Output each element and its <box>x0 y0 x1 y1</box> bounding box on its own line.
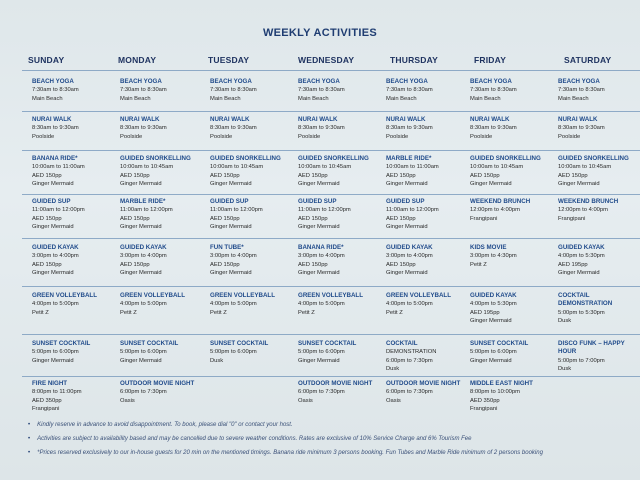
activity-cell <box>298 244 382 277</box>
activity-cell <box>298 340 382 365</box>
activity-detail: Main Beach <box>386 95 417 102</box>
activity-detail: Main Beach <box>470 95 501 102</box>
activity-detail: 5:00pm to 6:00pm <box>32 349 79 356</box>
activity-detail: Frangipani <box>470 215 498 222</box>
activity-detail: Poolside <box>470 133 493 140</box>
activity-detail: Dusk <box>558 317 572 324</box>
day-header-saturday: SATURDAY <box>564 55 612 65</box>
activity-detail: Dusk <box>210 357 224 364</box>
row-divider <box>22 111 640 112</box>
activity-name: FUN TUBE* <box>210 244 244 251</box>
activity-name: COCKTAIL <box>386 340 418 347</box>
activity-cell <box>210 244 294 277</box>
activity-detail: Poolside <box>558 133 581 140</box>
row-divider <box>22 194 640 195</box>
activity-detail: Petit Z <box>120 309 137 316</box>
activity-detail: Frangipani <box>470 405 498 412</box>
activity-name: MARBLE RIDE* <box>120 198 166 205</box>
day-header-monday: MONDAY <box>118 55 157 65</box>
activity-detail: 5:00pm to 6:00pm <box>470 349 517 356</box>
activity-name: KIDS MOVIE <box>470 244 507 251</box>
activity-detail: 4:00pm to 5:00pm <box>386 301 433 308</box>
activity-detail: AED 150pp <box>32 215 62 222</box>
activity-cell <box>32 198 116 231</box>
activity-detail: Main Beach <box>32 95 63 102</box>
activity-name: BEACH YOGA <box>470 78 512 85</box>
activity-detail: 8:30am to 9:30am <box>120 125 167 132</box>
activity-name: COCKTAIL DEMONSTRATION <box>558 292 613 308</box>
activity-detail: Petit Z <box>298 309 315 316</box>
activity-detail: 10:00am to 11:00am <box>32 164 85 171</box>
footnote <box>28 446 638 460</box>
activity-name: SUNSET COCKTAIL <box>298 340 357 347</box>
activity-cell <box>386 116 470 141</box>
activity-detail: 7:30am to 8:30am <box>298 87 345 94</box>
activity-name: GUIDED KAYAK <box>32 244 79 251</box>
activity-name: BEACH YOGA <box>558 78 600 85</box>
activity-detail: AED 150pp <box>120 215 150 222</box>
activity-cell <box>558 198 640 223</box>
activity-name: GUIDED SUP <box>210 198 249 205</box>
page-title: WEEKLY ACTIVITIES <box>262 27 378 39</box>
activity-cell <box>210 340 294 365</box>
activity-cell <box>120 198 204 231</box>
activity-detail: AED 150pp <box>298 215 328 222</box>
activity-detail: 3:00pm to 4:00pm <box>386 253 433 260</box>
activity-detail: Ginger Mermaid <box>32 223 74 230</box>
activity-detail: 8:00pm to 10:00pm <box>470 389 520 396</box>
activity-cell <box>210 78 294 103</box>
activity-cell <box>120 244 204 277</box>
day-header-friday: FRIDAY <box>474 55 507 65</box>
row-divider <box>22 376 640 377</box>
activity-cell <box>32 380 116 413</box>
activity-detail: AED 150pp <box>210 261 240 268</box>
activity-cell <box>470 292 554 325</box>
activity-detail: AED 150pp <box>558 172 588 179</box>
activity-detail: AED 150pp <box>120 261 150 268</box>
activity-cell <box>470 198 554 223</box>
bullet-icon: • <box>28 450 31 456</box>
activity-cell <box>558 292 640 325</box>
activity-detail: Petit Z <box>470 261 487 268</box>
row-divider <box>22 334 640 335</box>
activity-detail: Main Beach <box>120 95 151 102</box>
activity-detail: AED 350pp <box>470 397 500 404</box>
activity-detail: Ginger Mermaid <box>298 357 340 364</box>
activity-name: GUIDED SUP <box>298 198 337 205</box>
activity-name: OUTDOOR MOVIE NIGHT <box>120 380 195 387</box>
activity-detail: 8:00pm to 11:00pm <box>32 389 82 396</box>
activity-name: GUIDED SNORKELLING <box>470 155 541 162</box>
activity-detail: Ginger Mermaid <box>210 223 252 230</box>
activity-cell <box>210 155 294 188</box>
activity-detail: 10:00am to 10:45am <box>210 164 264 171</box>
activity-cell <box>558 116 640 141</box>
activity-detail: AED 150pp <box>386 261 416 268</box>
activity-detail: 11:00am to 12:00pm <box>386 207 439 214</box>
activity-detail: Ginger Mermaid <box>558 269 600 276</box>
activity-name: NURAI WALK <box>558 116 598 123</box>
activity-detail: Ginger Mermaid <box>298 223 340 230</box>
activity-cell <box>120 380 204 405</box>
activity-cell <box>558 340 640 373</box>
day-header-thursday: THURSDAY <box>390 55 439 65</box>
activity-detail: Ginger Mermaid <box>210 269 252 276</box>
activity-detail: Dusk <box>386 365 400 372</box>
activity-name: GREEN VOLLEYBALL <box>298 292 363 299</box>
activity-cell <box>558 78 640 103</box>
row-divider <box>22 238 640 239</box>
activity-cell <box>120 292 204 317</box>
row-divider <box>22 150 640 151</box>
activity-detail: Ginger Mermaid <box>32 357 74 364</box>
activity-detail: 4:00pm to 5:00pm <box>120 301 167 308</box>
activity-name: NURAI WALK <box>210 116 250 123</box>
activity-name: GUIDED KAYAK <box>120 244 167 251</box>
activity-cell <box>32 155 116 188</box>
activity-detail: 11:00am to 12:00pm <box>210 207 263 214</box>
activity-detail: Ginger Mermaid <box>120 357 162 364</box>
activity-detail: 10:00am to 11:00am <box>386 164 439 171</box>
activity-detail: Oasis <box>386 397 401 404</box>
activity-detail: 4:00pm to 5:00pm <box>298 301 345 308</box>
activity-detail: 5:00pm to 6:00pm <box>298 349 345 356</box>
footnote <box>28 418 638 432</box>
activity-detail: 11:00am to 12:00pm <box>32 207 85 214</box>
activity-detail: 10:00am to 10:45am <box>558 164 612 171</box>
activity-name: MARBLE RIDE* <box>386 155 432 162</box>
activity-name: NURAI WALK <box>32 116 72 123</box>
activity-detail: 10:00am to 10:45am <box>470 164 524 171</box>
activity-detail: Ginger Mermaid <box>120 223 162 230</box>
activity-detail: 6:00pm to 7:30pm <box>386 389 433 396</box>
activity-cell <box>386 198 470 231</box>
activity-detail: 11:00am to 12:00pm <box>298 207 351 214</box>
footnote-text: Activities are subject to availability based and may be cancelled due to severe weather conditions. Rates are exclusive of 10% Service Charge and 6% Tourism Fee <box>37 436 472 442</box>
activity-name: SUNSET COCKTAIL <box>32 340 91 347</box>
activity-detail: 12:00pm to 4:00pm <box>558 207 608 214</box>
activity-name: NURAI WALK <box>386 116 426 123</box>
footnote <box>28 432 638 446</box>
activity-detail: AED 150pp <box>298 172 328 179</box>
activity-detail: Ginger Mermaid <box>386 223 428 230</box>
activity-name: GUIDED KAYAK <box>558 244 605 251</box>
activity-cell <box>298 198 382 231</box>
activity-detail: 3:00pm to 4:00pm <box>210 253 257 260</box>
activity-name: BANANA RIDE* <box>298 244 344 251</box>
activity-cell <box>32 292 116 317</box>
activity-detail: Ginger Mermaid <box>298 180 340 187</box>
activity-detail: AED 195pp <box>470 309 500 316</box>
activity-detail: 8:30am to 9:30am <box>32 125 79 132</box>
activity-detail: Poolside <box>210 133 233 140</box>
activity-detail: AED 150pp <box>210 215 240 222</box>
activity-name: BEACH YOGA <box>32 78 74 85</box>
activity-detail: 12:00pm to 4:00pm <box>470 207 520 214</box>
activity-cell <box>210 116 294 141</box>
activity-detail: Ginger Mermaid <box>386 180 428 187</box>
activity-detail: 5:00pm to 7:00pm <box>558 357 605 364</box>
activity-name: NURAI WALK <box>470 116 510 123</box>
activity-cell <box>210 198 294 231</box>
activity-name: GUIDED SUP <box>386 198 425 205</box>
activity-name: NURAI WALK <box>298 116 338 123</box>
activity-cell <box>386 78 470 103</box>
activity-detail: Poolside <box>298 133 321 140</box>
activity-cell <box>298 292 382 317</box>
activity-detail: Petit Z <box>210 309 227 316</box>
activity-detail: 7:30am to 8:30am <box>32 87 79 94</box>
activity-detail: AED 150pp <box>120 172 150 179</box>
activity-cell <box>298 116 382 141</box>
activity-cell <box>470 244 554 269</box>
activity-name: SUNSET COCKTAIL <box>120 340 179 347</box>
activity-name: GREEN VOLLEYBALL <box>32 292 97 299</box>
activity-name: OUTDOOR MOVIE NIGHT <box>298 380 373 387</box>
activity-name: GUIDED SNORKELLING <box>210 155 281 162</box>
activity-name: WEEKEND BRUNCH <box>470 198 531 205</box>
row-divider <box>22 286 640 287</box>
activity-detail: 6:00pm to 7:30pm <box>120 389 167 396</box>
activity-name: SUNSET COCKTAIL <box>470 340 529 347</box>
activity-detail: Poolside <box>32 133 55 140</box>
activity-cell <box>470 155 554 188</box>
activity-detail: Poolside <box>386 133 409 140</box>
activity-name: BANANA RIDE* <box>32 155 78 162</box>
activity-detail: 4:00pm to 5:00pm <box>32 301 79 308</box>
activity-name: BEACH YOGA <box>120 78 162 85</box>
activity-name: OUTDOOR MOVIE NIGHT <box>386 380 461 387</box>
activity-detail: 11:00am to 12:00pm <box>120 207 173 214</box>
activity-detail: Frangipani <box>32 405 60 412</box>
activity-detail: Ginger Mermaid <box>386 269 428 276</box>
activity-name: WEEKEND BRUNCH <box>558 198 619 205</box>
activity-cell <box>470 116 554 141</box>
activity-name: NURAI WALK <box>120 116 160 123</box>
activity-detail: Ginger Mermaid <box>120 269 162 276</box>
activity-detail: 7:30am to 8:30am <box>120 87 167 94</box>
activity-detail: AED 150pp <box>470 172 500 179</box>
activity-detail: 4:00pm to 5:30pm <box>558 253 605 260</box>
activity-detail: AED 150pp <box>32 172 62 179</box>
activity-cell <box>558 244 640 277</box>
footnotes <box>28 418 638 460</box>
activity-detail: 6:00pm to 7:30pm <box>386 357 433 364</box>
activity-detail: AED 150pp <box>32 261 62 268</box>
day-header-wednesday: WEDNESDAY <box>298 55 355 65</box>
activity-name: BEACH YOGA <box>386 78 428 85</box>
footnote-text: *Prices reserved exclusively to our in-house guests for 20 min on the mentioned timings. Banana ride minimum 3 persons booking. Fun Tubes and Marble Ride minimum of 2 persons booking <box>37 450 543 456</box>
activity-cell <box>298 78 382 103</box>
activity-detail: 6:00pm to 7:30pm <box>298 389 345 396</box>
activity-cell <box>386 292 470 317</box>
activity-detail: AED 150pp <box>298 261 328 268</box>
activity-detail: Ginger Mermaid <box>470 180 512 187</box>
activity-name: DISCO FUNK – HAPPY HOUR <box>558 340 625 356</box>
activity-name: MIDDLE EAST NIGHT <box>470 380 533 387</box>
activity-detail: Ginger Mermaid <box>32 180 74 187</box>
activity-detail: 8:30am to 9:30am <box>470 125 517 132</box>
activity-detail: Ginger Mermaid <box>298 269 340 276</box>
activity-detail: 4:00pm to 5:00pm <box>210 301 257 308</box>
activity-detail: 3:00pm to 4:00pm <box>298 253 345 260</box>
activity-cell <box>298 155 382 188</box>
activity-detail: Ginger Mermaid <box>470 317 512 324</box>
activity-detail: DEMONSTRATION <box>386 349 437 356</box>
activity-cell <box>32 244 116 277</box>
activity-name: SUNSET COCKTAIL <box>210 340 269 347</box>
activity-detail: Poolside <box>120 133 143 140</box>
activity-detail: Ginger Mermaid <box>210 180 252 187</box>
activity-detail: Main Beach <box>298 95 329 102</box>
activity-detail: Petit Z <box>32 309 49 316</box>
activity-detail: Ginger Mermaid <box>120 180 162 187</box>
activity-name: GUIDED SNORKELLING <box>298 155 369 162</box>
activity-detail: Ginger Mermaid <box>470 357 512 364</box>
activity-cell <box>32 78 116 103</box>
activity-cell <box>386 244 470 277</box>
activity-cell <box>120 78 204 103</box>
activity-detail: Dusk <box>558 365 572 372</box>
activity-cell <box>386 155 470 188</box>
activity-detail: 7:30am to 8:30am <box>386 87 433 94</box>
activity-detail: 3:00pm to 4:00pm <box>32 253 79 260</box>
activity-cell <box>32 340 116 365</box>
activity-name: GREEN VOLLEYBALL <box>210 292 275 299</box>
activity-cell <box>386 340 470 373</box>
activity-name: GREEN VOLLEYBALL <box>386 292 451 299</box>
activity-cell <box>120 340 204 365</box>
row-divider <box>22 70 640 71</box>
activity-detail: 8:30am to 9:30am <box>386 125 433 132</box>
activity-cell <box>470 340 554 365</box>
activity-detail: Main Beach <box>210 95 241 102</box>
bullet-icon: • <box>28 422 31 428</box>
activity-detail: Ginger Mermaid <box>32 269 74 276</box>
activity-detail: Petit Z <box>386 309 403 316</box>
activity-name: BEACH YOGA <box>210 78 252 85</box>
activity-cell <box>470 380 554 413</box>
activity-name: GUIDED SUP <box>32 198 71 205</box>
activity-detail: 5:00pm to 6:00pm <box>120 349 167 356</box>
activity-detail: 3:00pm to 4:30pm <box>470 253 517 260</box>
activity-detail: 8:30am to 9:30am <box>558 125 605 132</box>
activity-detail: Ginger Mermaid <box>558 180 600 187</box>
day-header-sunday: SUNDAY <box>28 55 65 65</box>
activity-cell <box>558 155 640 188</box>
activity-detail: AED 350pp <box>32 397 62 404</box>
activity-detail: 10:00am to 10:45am <box>298 164 352 171</box>
activity-name: GUIDED SNORKELLING <box>120 155 191 162</box>
activity-name: GUIDED SNORKELLING <box>558 155 629 162</box>
activity-detail: 8:30am to 9:30am <box>298 125 345 132</box>
activity-detail: 4:00pm to 5:30pm <box>470 301 517 308</box>
activity-detail: AED 195pp <box>558 261 588 268</box>
activity-detail: 7:30am to 8:30am <box>558 87 605 94</box>
activity-detail: 3:00pm to 4:00pm <box>120 253 167 260</box>
activity-cell <box>32 116 116 141</box>
activity-detail: AED 150pp <box>386 172 416 179</box>
activity-name: GUIDED KAYAK <box>470 292 517 299</box>
bullet-icon: • <box>28 436 31 442</box>
activity-cell <box>298 380 382 405</box>
activity-detail: Frangipani <box>558 215 586 222</box>
activity-detail: Oasis <box>298 397 313 404</box>
activity-cell <box>120 155 204 188</box>
activity-detail: 8:30am to 9:30am <box>210 125 257 132</box>
activity-name: GUIDED KAYAK <box>386 244 433 251</box>
activity-cell <box>470 78 554 103</box>
activity-detail: 5:00pm to 6:00pm <box>210 349 257 356</box>
activity-detail: 7:30am to 8:30am <box>210 87 257 94</box>
activity-detail: 10:00am to 10:45am <box>120 164 174 171</box>
activity-name: GREEN VOLLEYBALL <box>120 292 185 299</box>
day-header-tuesday: TUESDAY <box>208 55 250 65</box>
activity-cell <box>120 116 204 141</box>
activity-name: BEACH YOGA <box>298 78 340 85</box>
activity-cell <box>210 292 294 317</box>
activity-detail: Main Beach <box>558 95 589 102</box>
activity-detail: AED 150pp <box>386 215 416 222</box>
footnote-text: Kindly reserve in advance to avoid disappointment. To book, please dial "0" or contact your host. <box>37 422 293 428</box>
activity-detail: 5:00pm to 5:30pm <box>558 309 605 316</box>
activity-detail: 7:30am to 8:30am <box>470 87 517 94</box>
activity-name: FIRE NIGHT <box>32 380 68 387</box>
activity-detail: AED 150pp <box>210 172 240 179</box>
activity-cell <box>386 380 470 405</box>
activity-detail: Oasis <box>120 397 135 404</box>
